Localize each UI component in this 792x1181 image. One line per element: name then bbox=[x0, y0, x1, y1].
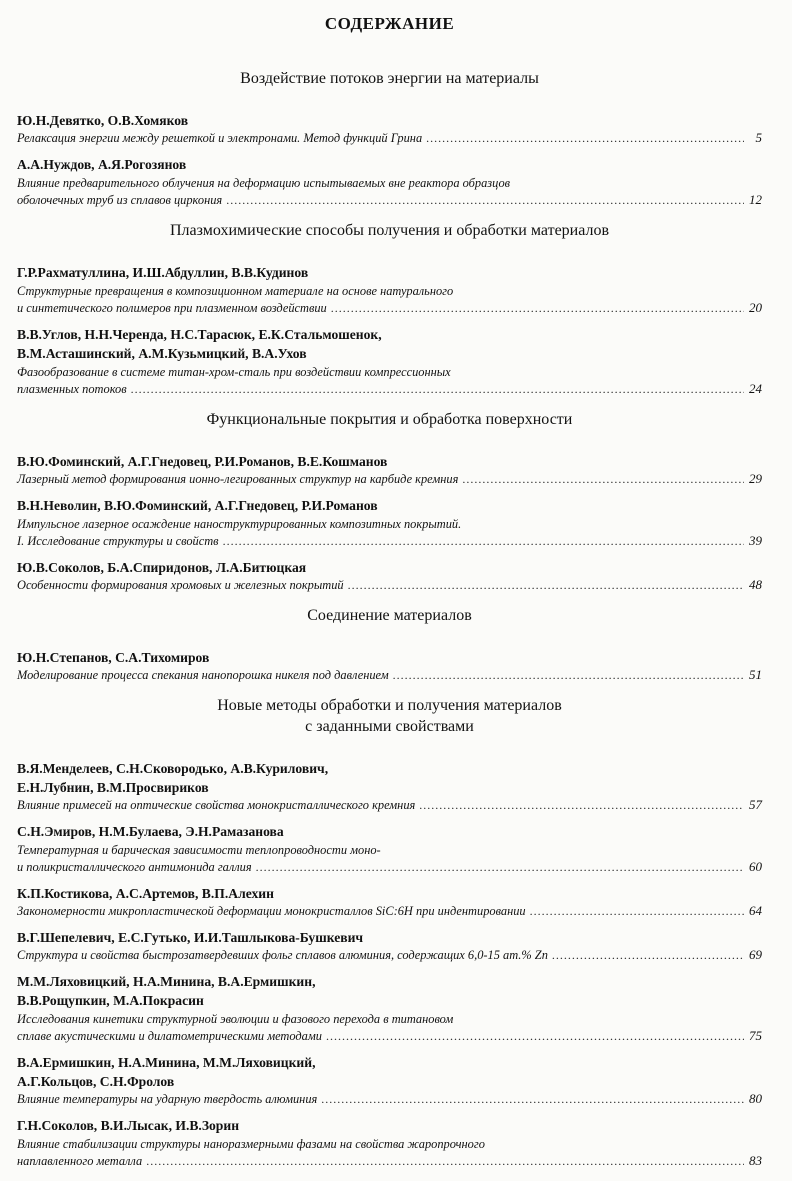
section-title-line: Новые методы обработки и получения материалов bbox=[217, 697, 562, 714]
leader-dots bbox=[146, 1154, 744, 1169]
toc-entry[interactable] bbox=[17, 496, 762, 549]
toc-entry[interactable] bbox=[17, 452, 762, 487]
toc-entry[interactable] bbox=[17, 972, 762, 1044]
entry-authors: Ю.В.Соколов, Б.А.Спиридонов, Л.А.Битюцкая bbox=[17, 560, 307, 575]
toc-entry[interactable] bbox=[17, 1053, 762, 1107]
section-title bbox=[17, 68, 762, 89]
section-title-line: Соединение материалов bbox=[307, 607, 472, 624]
entry-title-text: Моделирование процесса спекания нанопорошка никеля под давлением bbox=[17, 668, 389, 682]
entry-title-text: Закономерности микропластической деформации монокристаллов SiC:6H при индентировании bbox=[17, 904, 526, 918]
page-number: 20 bbox=[749, 300, 762, 315]
entry-title-line: Структурные превращения в композиционном материале на основе натурального bbox=[17, 284, 454, 298]
page-number: 64 bbox=[749, 903, 762, 918]
entry-title-text: и поликристаллического антимонида галлия bbox=[17, 860, 252, 874]
toc-entry[interactable] bbox=[17, 822, 762, 875]
leader-dots bbox=[226, 193, 744, 208]
entry-title-line bbox=[17, 533, 762, 549]
page-number: 60 bbox=[749, 859, 762, 874]
entry-title-text: I. Исследование структуры и свойств bbox=[17, 534, 219, 548]
toc-entry[interactable] bbox=[17, 759, 762, 813]
entry-title-line: Влияние предварительного облучения на деформацию испытываемых вне реактора образцов bbox=[17, 176, 511, 190]
toc-section bbox=[17, 695, 762, 1169]
toc-entry[interactable] bbox=[17, 648, 762, 683]
entry-title-text: Особенности формирования хромовых и железных покрытий bbox=[17, 578, 344, 592]
entry-title-line bbox=[17, 577, 762, 593]
entry-title-text: сплаве акустическими и дилатометрическими методами bbox=[17, 1029, 322, 1043]
section-title-line: Функциональные покрытия и обработка поверхности bbox=[206, 411, 573, 428]
leader-dots bbox=[552, 948, 744, 963]
entry-title-line bbox=[17, 947, 762, 963]
entry-authors: К.П.Костикова, А.С.Артемов, В.П.Алехин bbox=[17, 886, 274, 901]
entry-title-text: Лазерный метод формирования ионно-легированных структур на карбиде кремния bbox=[17, 472, 459, 486]
entry-authors: В.А.Ермишкин, Н.А.Минина, М.М.Ляховицкий, bbox=[17, 1055, 316, 1070]
leader-dots bbox=[348, 578, 744, 593]
page-number: 5 bbox=[755, 130, 762, 145]
toc-entry[interactable] bbox=[17, 263, 762, 316]
page-number: 48 bbox=[749, 577, 762, 592]
toc-section bbox=[17, 605, 762, 683]
entry-title-line bbox=[17, 1153, 762, 1169]
toc-entry[interactable] bbox=[17, 1116, 762, 1169]
entry-authors: В.Я.Менделеев, С.Н.Сковородько, А.В.Курилович, bbox=[17, 761, 329, 776]
entry-title-line bbox=[17, 192, 762, 208]
section-title bbox=[17, 695, 762, 737]
entry-title-line: Фазообразование в системе титан-хром-сталь при воздействии компрессионных bbox=[17, 365, 451, 379]
toc-entry[interactable] bbox=[17, 928, 762, 963]
entry-authors: Е.Н.Лубнин, В.М.Просвириков bbox=[17, 780, 209, 795]
entry-title-line bbox=[17, 381, 762, 397]
entry-title-line bbox=[17, 300, 762, 316]
page-number: 24 bbox=[749, 381, 762, 396]
entry-authors: А.А.Нуждов, А.Я.Рогозянов bbox=[17, 157, 187, 172]
page-number: 57 bbox=[749, 797, 762, 812]
entry-title-line: Импульсное лазерное осаждение наноструктурированных композитных покрытий. bbox=[17, 517, 462, 531]
entry-title-line: Влияние стабилизации структуры наноразмерными фазами на свойства жаропрочного bbox=[17, 1137, 485, 1151]
toc-entry[interactable] bbox=[17, 558, 762, 593]
leader-dots bbox=[419, 798, 744, 813]
page-number: 83 bbox=[749, 1153, 762, 1168]
toc-list bbox=[17, 68, 762, 1169]
toc-section bbox=[17, 220, 762, 397]
leader-dots bbox=[321, 1092, 744, 1107]
entry-title-line bbox=[17, 667, 762, 683]
toc-entry[interactable] bbox=[17, 325, 762, 397]
entry-title-line bbox=[17, 903, 762, 919]
entry-title-line: Исследования кинетики структурной эволюции и фазового перехода в титановом bbox=[17, 1012, 454, 1026]
entry-title-text: оболочечных труб из сплавов циркония bbox=[17, 193, 223, 207]
leader-dots bbox=[131, 382, 744, 397]
toc-section bbox=[17, 68, 762, 208]
toc-entry[interactable] bbox=[17, 111, 762, 146]
leader-dots bbox=[256, 860, 744, 875]
page-number: 75 bbox=[749, 1028, 762, 1043]
page-number: 51 bbox=[749, 667, 762, 682]
page-number: 80 bbox=[749, 1091, 762, 1106]
toc-section bbox=[17, 409, 762, 593]
entry-authors: В.Г.Шепелевич, Е.С.Гутько, И.И.Ташлыкова-Бушкевич bbox=[17, 930, 364, 945]
leader-dots bbox=[223, 534, 744, 549]
entry-title-text: плазменных потоков bbox=[17, 382, 127, 396]
entry-authors: М.М.Ляховицкий, Н.А.Минина, В.А.Ермишкин, bbox=[17, 974, 316, 989]
page-title: СОДЕРЖАНИЕ bbox=[324, 14, 455, 33]
entry-title-text: и синтетического полимеров при плазменном воздействии bbox=[17, 301, 327, 315]
leader-dots bbox=[331, 301, 744, 316]
section-title-line: Воздействие потоков энергии на материалы bbox=[240, 70, 539, 87]
section-title bbox=[17, 605, 762, 626]
entry-authors: В.Н.Неволин, В.Ю.Фоминский, А.Г.Гнедовец, Р.И.Романов bbox=[17, 498, 378, 513]
entry-authors: В.М.Асташинский, А.М.Кузьмицкий, В.А.Ухов bbox=[17, 346, 307, 361]
page-number: 69 bbox=[749, 947, 762, 962]
page-number: 12 bbox=[749, 192, 762, 207]
entry-authors: Ю.Н.Девятко, О.В.Хомяков bbox=[17, 113, 189, 128]
entry-title-line bbox=[17, 471, 762, 487]
section-title-line: Плазмохимические способы получения и обработки материалов bbox=[169, 222, 610, 239]
toc-entry[interactable] bbox=[17, 155, 762, 208]
entry-authors: Ю.Н.Степанов, С.А.Тихомиров bbox=[17, 650, 210, 665]
entry-authors: В.В.Углов, Н.Н.Черенда, Н.С.Тарасюк, Е.К.Стальмошенок, bbox=[17, 327, 382, 342]
leader-dots bbox=[393, 668, 744, 683]
entry-title-text: Структура и свойства быстрозатвердевших фольг сплавов алюминия, содержащих 6,0-15 ат.% Zn bbox=[17, 948, 548, 962]
section-title bbox=[17, 409, 762, 430]
entry-authors: Г.Н.Соколов, В.И.Лысак, И.В.Зорин bbox=[17, 1118, 240, 1133]
entry-title-line bbox=[17, 130, 762, 146]
entry-title-text: Влияние температуры на ударную твердость алюминия bbox=[17, 1092, 318, 1106]
section-title bbox=[17, 220, 762, 241]
leader-dots bbox=[426, 131, 744, 146]
entry-authors: В.В.Рощупкин, М.А.Покрасин bbox=[17, 993, 204, 1008]
entry-title-line bbox=[17, 797, 762, 813]
page-number: 39 bbox=[749, 533, 762, 548]
leader-dots bbox=[530, 904, 744, 919]
entry-authors: А.Г.Кольцов, С.Н.Фролов bbox=[17, 1074, 175, 1089]
entry-title-line: Температурная и барическая зависимости теплопроводности моно- bbox=[17, 843, 381, 857]
toc-entry[interactable] bbox=[17, 884, 762, 919]
entry-title-line bbox=[17, 1028, 762, 1044]
entry-title-line bbox=[17, 1091, 762, 1107]
entry-authors: В.Ю.Фоминский, А.Г.Гнедовец, Р.И.Романов, В.Е.Кошманов bbox=[17, 454, 388, 469]
entry-title-text: Релаксация энергии между решеткой и электронами. Метод функций Грина bbox=[17, 131, 423, 145]
entry-authors: Г.Р.Рахматуллина, И.Ш.Абдуллин, В.В.Кудинов bbox=[17, 265, 309, 280]
entry-title-text: наплавленного металла bbox=[17, 1154, 143, 1168]
section-title-line: с заданными свойствами bbox=[305, 718, 474, 735]
entry-authors: С.Н.Эмиров, Н.М.Булаева, Э.Н.Рамазанова bbox=[17, 824, 284, 839]
entry-title-text: Влияние примесей на оптические свойства монокристаллического кремния bbox=[17, 798, 416, 812]
leader-dots bbox=[326, 1029, 744, 1044]
leader-dots bbox=[462, 472, 744, 487]
entry-title-line bbox=[17, 859, 762, 875]
page-number: 29 bbox=[749, 471, 762, 486]
